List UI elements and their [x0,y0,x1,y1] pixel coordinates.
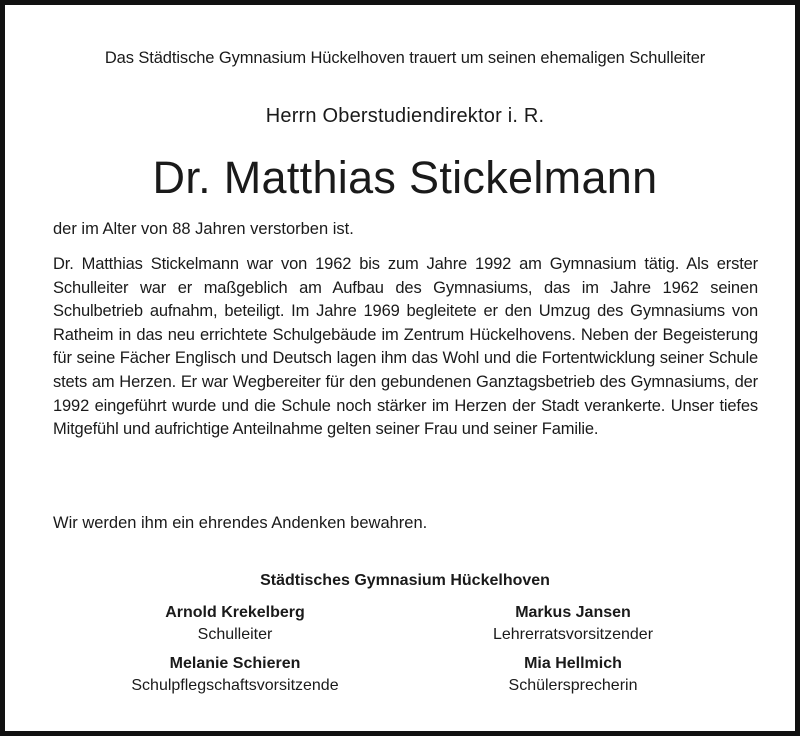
signatory-name: Markus Jansen [515,604,631,621]
signatory-name: Melanie Schieren [169,655,301,672]
body-paragraph: Dr. Matthias Stickelmann war von 1962 bis zum Jahre 1992 am Gymnasium tätig. Als erster Schulleiter war er maßgeblich am Aufbau des Gymnasiums, das im Jahre 1962 seinen Schulbetrieb aufnahm, beteiligt. Im Jahre 1969 begleitete er den Umzug des Gymnasiums von Ratheim in das neu errichtete Schulgebäude im Zentrum Hückelhovens. Neben der Begeisterung für seine Fächer Englisch und Deutsch lagen ihm das Wohl und die Fortentwicklung seiner Schule stets am Herzen. Er war Wegbereiter für den gebundenen Ganztagsbetrieb des Gymnasiums, der 1992 eingeführt wurde und die Schule noch stärker im Herzen der Stadt verankerte. Unser tiefes Mitgefühl und aufrichtige Anteilnahme gelten seiner Frau und seiner Familie. [53,255,758,439]
signatory-role: Lehrerratsvorsitzender [492,626,654,643]
closing-line: Wir werden ihm ein ehrendes Andenken bewahren. [53,514,428,532]
signatory-role: Schulleiter [197,626,273,643]
signatory-role: Schulpflegschaftsvorsitzende [131,677,339,694]
signatory [75,653,395,697]
signatory-name: Mia Hellmich [524,655,622,672]
signatory [413,602,733,646]
institution-name: Städtisches Gymnasium Hückelhoven [260,572,550,589]
intro-line: Das Städtische Gymnasium Hückelhoven trauert um seinen ehemaligen Schulleiter [104,49,706,67]
age-line: der im Alter von 88 Jahren verstorben ist. [53,220,354,238]
signatory [75,602,395,646]
signatory-role: Schülersprecherin [508,677,638,694]
honorific-title: Herrn Oberstudiendirektor i. R. [265,105,545,127]
signatory [413,653,733,697]
signatory-name: Arnold Krekelberg [165,604,305,621]
deceased-name: Dr. Matthias Stickelmann [152,152,658,203]
